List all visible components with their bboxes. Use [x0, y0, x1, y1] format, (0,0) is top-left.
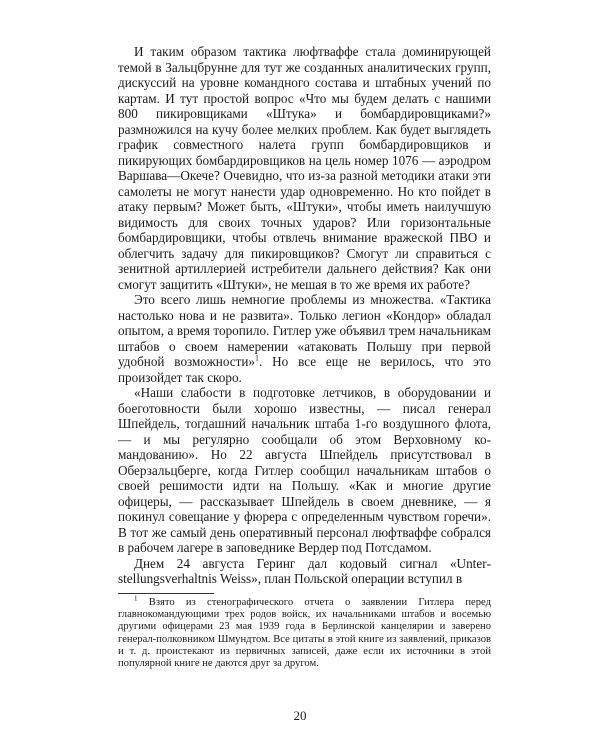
- paragraph-2-part-1: Это всего лишь немногие проблемы из множества. «Тактика настолько нова и не развита». Только легион «Кондор» обладал опытом, а время торопило. Гитлер уже объявил трем начальникам штабов о своем намерении «атаковать Польшу при первой удобной возможности»: [118, 292, 491, 369]
- footnotes: [118, 593, 491, 670]
- paragraph-2-part-2: . Но все еще не верилось, что это произойдет так скоро.: [118, 354, 491, 385]
- footnote-divider: [118, 593, 214, 594]
- main-text: [118, 44, 491, 587]
- paragraph-4: Днем 24 августа Геринг дал кодовый сигнал «Unterstellungsverhaltnis Weiss», план Польской операции вступил в: [118, 555, 491, 586]
- footnote-1: [118, 594, 491, 670]
- footnote-marker: 1: [134, 594, 138, 603]
- page-number: 20: [293, 708, 307, 723]
- paragraph-2: [118, 292, 491, 385]
- footnote-reference[interactable]: 1: [255, 353, 260, 363]
- paragraph-1: И таким образом тактика люфтваффе стала доминирующей темой в Зальцбрунне для тут же созданных аналитических групп, дискуссий на уровне командного состава и штабных учений по картам. И тут простой вопрос «Что мы будем делать с нашими 800 пикировщиками «Штука» и бомбардировщиками?» размножился на кучу более мелких проблем. Как будет выглядеть график совместного налета групп бомбардировщиков и пикирующих бомбардировщиков на цель номер 1076 — аэродром Варшава—Окече? Очевидно, что из-за разной методики атаки эти самолеты не могут нанести удар одновременно. Но кто пойдет в атаку первым? Может быть, «Штуки», чтобы иметь наилучшую видимость для своих точных ударов? Или горизонтальные бомбардировщики, чтобы отвлечь внимание вражеской ПВО и облегчить задачу для пикировщиков? Смогут ли справиться с зенитной артиллерией истребители дальнего действия? Как они смогут защитить «Штуки», не мешая в то же время их работе?: [118, 44, 491, 292]
- paragraph-3: «Наши слабости в подготовке летчиков, в оборудовании и боеготовности были хорошо известны, — писал генерал Шпейдель, тогдашний начальник штаба 1-го воздушного флота, — и мы регулярно сообщали об этом Верховному командованию». Но 22 августа Шпейдель присутствовал в Оберзальцберге, когда Гитлер сообщил начальникам штабов о своей решимости идти на Польшу. «Как и многие другие офицеры, — рассказывает Шпейдель в своем дневнике, — я покинул совещание у фюрера с определенным чувством горечи». В тот же самый день оперативный персонал люфтваффе собрался в рабочем лагере в заповеднике Вердер под Потсдамом.: [118, 385, 491, 555]
- footnote-text: Взято из стенографического отчета о заявлении Гитлера перед главнокомандующими трех родов войск, их начальниками штабов и восемью другими офицерами 23 мая 1939 года в Берлинской канцелярии и заверено генерал-полковником Шмундтом. Все цитаты в этой книге из заявлений, приказов и т. д. проистекают из первичных записей, даже если их источники в этой популярной книге не даются друг за другом.: [118, 597, 491, 670]
